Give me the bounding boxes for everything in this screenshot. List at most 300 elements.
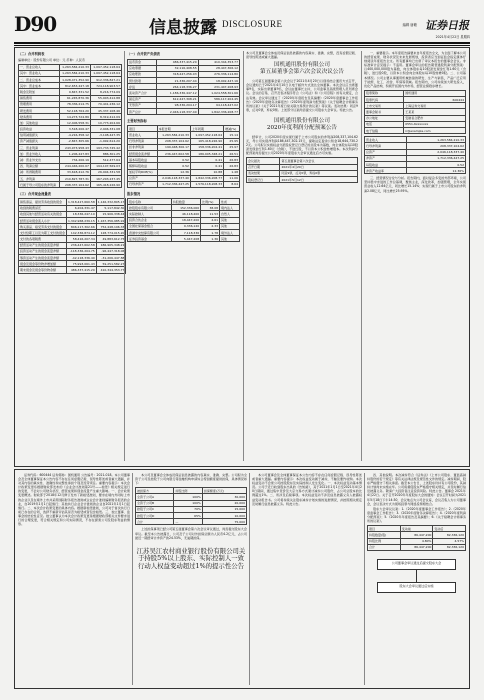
notice-2-company: 国机通用股份有限公司 (274, 117, 330, 124)
table-cell: 208,337,104.62 (406, 143, 465, 149)
table-cell: 加：其他收益 (19, 120, 60, 126)
table-cell: 经营活动现金流入小计 (19, 217, 67, 223)
table-cell: 存货 (128, 84, 157, 90)
table-cell: 82,336,120 (433, 532, 466, 538)
table-cell: 王某某 (404, 109, 466, 115)
table-row (19, 267, 126, 273)
table-cell: 26.83 (224, 163, 240, 169)
table-cell: 12.36% (406, 168, 465, 174)
table-cell: 152,336,000 (171, 205, 200, 211)
table-cell: 合计 (368, 544, 401, 550)
table-row (247, 176, 358, 182)
table-cell: 1,263,584,210.33 (59, 64, 90, 70)
table-cell: 购买商品、接受劳务支付的现金 (19, 224, 67, 230)
table-cell: 4.57% (433, 538, 466, 544)
table-cell: 2021年4月20日 (280, 164, 358, 170)
table-cell: 100% (174, 494, 202, 500)
table-cell: 一、营业总收入 (19, 64, 60, 70)
table-cell: 1,263,584,210.33 (406, 137, 465, 143)
table-cell: 75,993,061.43 (67, 261, 97, 267)
table-cell: 410,344,353.77 (96, 267, 126, 273)
table-cell: 612,447,308.21 (157, 96, 198, 102)
table-cell: 收到其他与经营活动有关的现金 (19, 211, 67, 217)
table-cell: 2,946,331.08 (90, 126, 121, 132)
shareholder-meeting-notice: 四、其他说明。本次减持符合《证券法》《上市公司股东、董监高减持股份的若干规定》等有关法律法规及规范性文件的规定。减持期间，股东严格遵守了相关承诺。截至本公告日，上述股东仍持有公司股份，其减持计划尚未实施完毕。公司将督促股东严格遵守相关规定，并及时履行信息披露义务。敬请广大投资者注意投资风险。特此公告。董事会 2021年4月22日。关于召开2020年年度股东大会的通知：会议召开时间为2021年5月18日下午14:30，会议地点为公司会议室，会议召集人为公司董事会，会议表决方式为现场投票与网络投票相结合。 (367, 473, 466, 506)
table-cell: 45,337,108.46 (90, 107, 121, 113)
table-cell: 总资产 (128, 175, 158, 181)
table-cell: 股票简称 (365, 90, 404, 96)
table-cell: 三、营业利润 (19, 145, 60, 151)
table-cell: 归母净资产 (128, 181, 158, 187)
table-cell: 合计 (136, 519, 174, 525)
table-cell: -1,992,614.20 (90, 138, 121, 144)
column-rule (361, 51, 362, 461)
table-cell: 销售商品、提供劳务收到的现金 (19, 199, 67, 205)
table-cell: 1.48 (224, 169, 240, 175)
table-cell: -3,108,447.35 (90, 132, 121, 138)
table-cell: 194,107,569.03 (90, 163, 121, 169)
meeting-info-table (246, 157, 358, 183)
table-cell: 投资活动产生的现金流量净额 (19, 248, 67, 254)
notice-2-body: 经审计，公司2020年度实现归属于上市公司股东的净利润208,337,104.62元，母公司实现净利润186,447,302.15元，提取法定盈余公积金18,644,730.22元。公司拟以实施权益分派股权登记日登记的总股本为基数，向全体股东每10股派发现金红利1.60元（含税），不送红股，不以资本公积金转增股本。本次利润分配预案尚需提交公司2020年年度股东大会审议通过后方可实施。 (246, 134, 358, 156)
table-row (368, 544, 466, 550)
table-cell: 6,204,331.47 (67, 205, 97, 211)
table-cell: 410,344,353.77 (198, 59, 239, 65)
table-cell: 股权登记日 (247, 176, 280, 182)
table-cell: 7,118,336 (171, 230, 200, 236)
table-cell: 15,906,338.44 (96, 211, 126, 217)
table-cell: 1,097,452,118.64 (90, 70, 121, 76)
balance-sheet-heading: （一）合并资产负债表 (127, 52, 160, 56)
bottom-column-3 (252, 473, 362, 685)
table-cell: 142,336,874.12 (67, 230, 97, 236)
table-cell: 1,842,336,208.77 (198, 109, 239, 115)
table-cell: 应收账款 (128, 71, 157, 77)
table-cell: 2,046,118,337.40 (406, 149, 465, 155)
holding-change-table (367, 525, 466, 551)
table-cell: 1.78 (201, 230, 220, 236)
table-cell: 筹资活动产生的现金流量净额 (19, 255, 67, 261)
table-cell: 15.14 (224, 132, 240, 138)
table-cell: 经营现金流净额 (128, 150, 158, 156)
table-cell: 其中：营业收入 (19, 70, 60, 76)
table-cell: 94,118,447.02 (198, 102, 239, 108)
table-cell: 香港中央结算有限公司 (128, 230, 172, 236)
bottom-column-4 (367, 473, 466, 685)
table-cell: 11.06 (224, 175, 240, 181)
table-cell: 1,842,336,208.77 (190, 175, 223, 181)
table-cell: 基本每股收益 (128, 157, 158, 163)
table-cell: 486,337,415.20 (157, 59, 198, 65)
bottom-column-1 (18, 473, 130, 685)
table-cell: 持股数量(股) (368, 532, 401, 538)
table-cell: 财务费用 (19, 114, 60, 120)
table-cell: 1,263,584,210.33 (157, 132, 190, 138)
column-rule (364, 473, 365, 685)
table-row (128, 236, 240, 242)
notice-1-title (246, 62, 358, 76)
table-cell: 期末现金及现金等价物余额 (19, 267, 67, 273)
notice-1-heading: 第五届董事会第六次会议决议公告 (260, 69, 344, 76)
table-cell: 165,418,226.90 (90, 182, 121, 188)
table-cell: 8,216,774.09 (90, 89, 121, 95)
table-cell: 0.52 (157, 163, 190, 169)
table-cell: -118,336,204.75 (67, 248, 97, 254)
masthead-right (403, 14, 470, 39)
table-cell: 12.36 (157, 169, 190, 175)
table-cell: 5,117,842.30 (96, 205, 126, 211)
table-cell: 净资产收益率 (365, 168, 407, 174)
page-number: D90 (14, 12, 57, 36)
table-cell: 167,203,237.45 (90, 175, 121, 181)
table-cell: 加：营业外收入 (19, 151, 60, 157)
table-cell: 现金及现金等价物净增加额 (19, 261, 67, 267)
table-row (365, 168, 466, 174)
table-cell: 33,618,412.76 (59, 169, 90, 175)
table-cell: 0.52 (157, 157, 190, 163)
table-cell: 应收票据 (128, 65, 157, 71)
table-cell: 46,118,400 (171, 211, 200, 217)
table-cell: 30,000 (202, 494, 246, 500)
table-cell: 14,273,724.89 (59, 114, 90, 120)
table-cell: 支付给职工以及为职工支付的现金 (20, 230, 66, 235)
table-cell: 无形资产 (128, 102, 157, 108)
table-cell: 稀释每股收益 (128, 163, 158, 169)
table-cell: 净资产 (365, 155, 407, 161)
table-cell: 1,167,356,985.91 (97, 218, 125, 223)
table-cell: 实际控制人 (128, 211, 172, 217)
flow-step-meeting: 股东大会审议通过后实施 (377, 582, 456, 593)
table-cell: 55,903,412.88 (90, 95, 121, 101)
table-cell: -42,118,336.40 (67, 255, 97, 261)
table-cell: 26.83 (224, 157, 240, 163)
table-cell: 固定资产 (128, 96, 157, 102)
table-row (365, 127, 466, 133)
table-cell: 11.53 (201, 211, 220, 217)
table-cell: 752,448,196.33 (96, 224, 126, 230)
table-cell: -4,216,358.12 (59, 132, 90, 138)
notice-2-heading: 2020年度利润分配预案公告 (266, 124, 338, 131)
table-cell: 32,116,408.55 (157, 65, 198, 71)
table-cell: 管理费用 (19, 101, 60, 107)
table-cell: 1,576,118,208.33 (190, 181, 223, 187)
section-title: 信息披露 (149, 18, 217, 38)
table-cell: 4.61 (201, 217, 220, 223)
table-cell: 表决结果 (247, 170, 280, 176)
table-cell: 1,206,447.83 (59, 151, 90, 157)
column-rule (132, 473, 133, 685)
table-cell: 912,336,847.21 (90, 76, 121, 82)
table-cell: 会议届次 (247, 158, 280, 164)
operations-discussion: 三、经营情况讨论与分析。报告期内，面对复杂多变的外部环境，公司坚持稳中求进的工作总基调，聚焦主业，深化改革，加强管理，全年实现营业收入12.64亿元，同比增长15.14%；实现归属于上市公司股东的净利润2.08亿元，同比增长25.95%。 (364, 176, 466, 193)
flow-arrow (416, 570, 417, 582)
table-cell: 70% (174, 506, 202, 512)
masthead-rule (14, 42, 470, 44)
table-cell: 8.64 (224, 181, 240, 187)
financial-summary-table (364, 136, 466, 174)
table-cell: 724,118,903.57 (90, 83, 121, 89)
masthead-rule-thin (14, 45, 470, 46)
table-cell: — (174, 519, 202, 525)
table-cell: 控股子公司D (136, 513, 174, 519)
shareholders-table (127, 198, 240, 242)
table-cell: 193,733,745.42 (90, 145, 121, 151)
table-cell: 10,773,204.66 (90, 120, 121, 126)
table-cell: 3,518,206.47 (59, 126, 90, 132)
table-cell: 318,447,256.03 (157, 71, 198, 77)
table-cell: 52,118,764.20 (59, 107, 90, 113)
table-cell: 165,418,226.90 (190, 138, 223, 144)
table-cell: 1,028,471,352.90 (59, 76, 90, 82)
table-cell: 办公地址 (365, 115, 404, 121)
table-cell: 项目 (128, 126, 158, 132)
table-cell: 186,905,348.21 (190, 150, 223, 156)
table-cell: -96,447,318.06 (96, 248, 126, 254)
income-statement-table (18, 64, 122, 189)
table-cell: 264,118,336.27 (157, 84, 198, 90)
table-cell: 0.41 (190, 157, 223, 163)
table-cell: 货币资金 (128, 59, 157, 65)
table-cell: 28,447,306.12 (198, 65, 239, 71)
table-cell: 1,263,584,210.33 (59, 70, 90, 76)
table-cell: 上市交易所 (365, 103, 404, 109)
table-cell: 归属于母公司股东的净利润 (19, 182, 60, 188)
cash-flow-heading: （三）合并现金流量表 (18, 192, 51, 197)
top-notice-block (14, 47, 470, 467)
table-cell: 信用减值损失 (19, 132, 60, 138)
table-row (128, 109, 240, 115)
table-cell: 70,441,236.12 (90, 101, 121, 107)
table-cell: 734,206.19 (59, 157, 90, 163)
column-rule (249, 473, 250, 685)
table-cell: 收到的税费返还 (19, 205, 67, 211)
table-cell: ir@example.com (404, 127, 466, 133)
table-cell: 1,342,968,239.15 (68, 218, 95, 223)
table-cell: 25.95 (224, 138, 240, 144)
meeting-agenda: 股东大会审议议案：1.《2020年度董事会工作报告》；2.《2020年度监事会工作报告》；3.《2020年度财务决算报告》；4.《2020年度利润分配预案》；5.《2020年年度报告及其摘要》；6.《关于续聘会计师事务所的议案》。 (367, 506, 466, 524)
table-cell: 100% (174, 500, 202, 506)
approval-flowchart (367, 553, 466, 599)
table-cell: 每股收益 (365, 161, 407, 167)
equity-change-body: 本公司董事会及全体董事保证本公告内容不存在任何虚假记载、误导性陈述或者重大遗漏。重要内容提示：本次权益变动属于减持，不触及要约收购。本次权益变动不会使公司控股股东及实际控制人发生变化。一、本次权益变动基本情况。公司于近日收到股东出具的《告知函》，其于2021年1月1日至2021年4月20日期间，通过集中竞价及大宗交易方式累计减持公司股份，占公司总股本的比例超过1%。二、所涉及后续事项。本次权益变动不涉及信息披露义务人披露权益变动报告书。公司将持续关注股东减持计划实施的进展情况，并按照相关规定及时履行信息披露义务。特此公告。 (252, 473, 362, 506)
table-cell: 全国社保基金组合 (128, 223, 172, 229)
table-cell: 0.41 (190, 163, 223, 169)
table-cell: 128,774,015.20 (96, 230, 126, 236)
table-cell: 性质 (220, 199, 240, 205)
table-cell: 26.51 (224, 150, 240, 156)
table-cell: 其中：营业成本 (19, 83, 60, 89)
table-cell: 1,186,336,447.12 (157, 90, 198, 96)
table-cell: 1,097,452,118.64 (90, 64, 121, 70)
table-cell: 1,024,558,301.66 (198, 90, 239, 96)
newspaper-brand-logo: 证券日报 (424, 18, 472, 32)
table-cell: 208,337,104.62 (157, 138, 190, 144)
accounting-policy-notice: 证券代码：600444 证券简称：国机通用 公告编号：2021-018。本公司董事会及全体董事保证本公告内容不存在任何虚假记载、误导性陈述或者重大遗漏，并对其内容的真实性、准确性和完整性承担个别及连带责任。重要内容提示：本次会计政策变更系根据财政部发布的《企业会计准则第21号——租赁》相关规定进行的变更，不会对公司财务状况、经营成果和现金流量产生重大影响。一、会计政策变更概述。财政部于2018年12月修订发布了新租赁准则，要求在境内外同时上市的企业以及在境外上市并采用国际财务报告准则或企业会计准则编制财务报表的企业，自2019年1月1日起施行；其他执行企业会计准则的企业自2021年1月1日起施行。二、本次会计政策变更的具体内容。根据新租赁准则，公司对于首次执行日前已存在的合同，选择不重新评估其是否为租赁或者包含租赁。三、独立董事、监事会的结论性意见。独立董事认为本次会计政策变更是根据财政部相关文件要求进行的合理变更，符合相关规定和公司实际情况，不存在损害公司及股东利益的情形。 (18, 473, 131, 527)
table-cell: 9,847,331.52 (59, 89, 90, 95)
table-cell: 比例(%) (201, 199, 220, 205)
table-cell: 78,336,214.75 (59, 101, 90, 107)
table-cell: 9,336,120 (171, 223, 200, 229)
shareholders-heading: 股东情况 (127, 192, 141, 197)
intro-statement: 本公司及董事会全体成员保证信息披露的内容真实、准确、完整，没有虚假记载、误导性陈述或重大遗漏。 (246, 51, 358, 60)
table-cell: 38.08 (201, 205, 220, 211)
table-cell: 586,117,204.45 (198, 96, 239, 102)
table-cell: 512,477.64 (90, 157, 121, 163)
notice-1-body: 公司第五届董事会第六次会议于2021年4月20日以现场结合通讯方式召开，会议通知已于2021年4月10日以电子邮件方式送达全体董事。本次会议应出席董事9名，实际出席董事9名，会议由董事长主持，公司监事及高级管理人员列席会议。会议的召集、召开及表决程序符合《公司法》和《公司章程》的有关规定，合法有效。会议审议通过了《2020年年度报告及其摘要》《2020年度董事会工作报告》《2020年度财务决算报告》《2020年度利润分配预案》《关于续聘会计师事务所的议案》《关于2021年度日常关联交易预计的议案》等议案。表决结果：同意9票，反对0票，弃权0票。上述部分议案尚需提交公司股东大会审议。特此公告。 (246, 79, 358, 112)
table-cell: 第五届董事会第六次会议 (280, 158, 358, 164)
table-cell: 总资产 (365, 149, 407, 155)
table-cell: 1,318,427,660.58 (68, 199, 95, 204)
table-cell: 98,336,204.17 (157, 102, 198, 108)
table-cell: 486,337,415.20 (67, 267, 97, 273)
table-cell: 境外法人 (220, 230, 240, 236)
table-cell: 电话 (365, 121, 404, 127)
income-statement-heading: （二）合并利润表 (18, 52, 45, 56)
column-rule (124, 51, 125, 461)
table-cell: 208,337,104.62 (59, 182, 90, 188)
table-cell: 控股子公司C (136, 506, 174, 512)
table-cell: 75,000 (202, 519, 246, 525)
guarantee-intro: 本公司及董事会全体成员保证信息披露的内容真实、准确、完整。公司拟为全资子公司及控股子公司向银行等金融机构申请综合授信额度提供担保，具体情况如下： (135, 473, 247, 486)
table-row (136, 519, 247, 525)
table-cell: -31,206,447.88 (96, 255, 126, 261)
table-row (128, 181, 240, 187)
table-cell: 研发费用 (19, 107, 60, 113)
table-cell: 5,447,208 (171, 236, 200, 242)
editor-line: 编辑 唐赣 (402, 23, 417, 27)
table-cell: 加权平均ROE(%) (128, 169, 158, 175)
table-cell: 10.88 (190, 169, 223, 175)
table-cell: 20,000 (202, 500, 246, 506)
table-cell: 276,336,114.80 (198, 71, 239, 77)
table-cell: 812,653,447.18 (59, 83, 90, 89)
table-cell: 本报告期 (157, 126, 190, 132)
table-cell: 2.33 (201, 223, 220, 229)
table-cell: 减：营业外支出 (19, 157, 60, 163)
unit-note: 编制单位：股份有限公司 单位：元 币种：人民币 (18, 57, 85, 62)
issue-date: 2021年4月22日 星期四 (435, 35, 470, 39)
table-cell: 四、利润总额 (19, 163, 60, 169)
table-cell: 持股数量 (171, 199, 200, 205)
table-cell: 变动前 (400, 526, 433, 532)
top-column-4 (364, 51, 466, 461)
table-cell: 营业收入 (365, 137, 407, 143)
table-cell: 被担保方 (136, 488, 174, 494)
table-cell: 210,827,787.31 (59, 175, 90, 181)
table-cell: 全资子公司A (136, 494, 174, 500)
table-cell: 2021年5月12日 (280, 176, 358, 182)
table-cell: 4.80% (400, 538, 433, 544)
table-cell: 上海证券交易所 (404, 103, 466, 109)
equity-change-headline: 江苏吴江农村商业银行股份有限公司关于持股5%以上股东、实际控制人一致行动人权益变动超过1%的提示性公告 (136, 546, 246, 570)
table-cell: 846,117,302.66 (67, 224, 97, 230)
masthead (14, 12, 470, 42)
cash-flow-table (18, 198, 126, 273)
table-cell: 18,336,247.10 (67, 211, 97, 217)
table-cell: 项目 (368, 526, 401, 532)
table-cell: 199,448,306.17 (157, 144, 190, 150)
table-cell: 15,000 (202, 506, 246, 512)
key-indicators-heading: 主要财务指标 (127, 119, 147, 124)
table-cell: 股东名称 (128, 199, 172, 205)
table-cell: 8,319,412.09 (90, 114, 121, 120)
table-cell: 0551-6xxxxxxx (404, 121, 466, 127)
table-cell: 其他 (220, 217, 240, 223)
table-cell: 股票代码 (365, 97, 404, 103)
table-cell: 10,000 (202, 513, 246, 519)
key-indicators-table (127, 125, 240, 188)
table-cell: 231,447,208.93 (198, 84, 239, 90)
table-cell: 158,336,204.41 (190, 144, 223, 150)
column-rule (243, 51, 244, 461)
table-cell: 同意9票，反对0票，弃权0票 (280, 170, 358, 176)
guarantee-table (135, 487, 247, 525)
notice-1-company: 国机通用股份有限公司 (274, 62, 330, 69)
table-cell: 244,446,200.07 (59, 163, 90, 169)
table-cell: 扣非净利润 (128, 144, 158, 150)
table-cell: 流动资产合计 (128, 90, 157, 96)
company-profile-table (364, 90, 466, 134)
table-cell: 五、净利润 (19, 175, 60, 181)
table-cell: 电子信箱 (365, 127, 404, 133)
table-cell: 归母净利润 (128, 138, 158, 144)
table-cell: 12,406,558.31 (59, 120, 90, 126)
table-cell: 经营活动产生的现金流量净额 (19, 242, 67, 248)
table-cell: 安徽省合肥市 (404, 115, 466, 121)
table-cell: 61,245,870.36 (59, 95, 90, 101)
table-cell: 21,336,207.44 (157, 78, 198, 84)
table-cell: 18,447,200 (171, 217, 200, 223)
table-cell: 税金及附加 (19, 89, 60, 95)
table-cell: 控股股东有限公司 (128, 205, 172, 211)
table-cell: 投资收益 (19, 126, 60, 132)
balance-sheet-table (127, 59, 240, 116)
table-cell: 境内法人 (220, 205, 240, 211)
table-cell: 2,046,118,337.40 (157, 175, 190, 181)
table-cell: 支付的各项税费 (19, 236, 67, 242)
table-cell: 86,447,200 (400, 532, 433, 538)
table-cell: 销售费用 (19, 95, 60, 101)
guarantee-body: 上述担保事项已经公司第五届董事会第六次会议审议通过，尚需提交股东大会审议。截至本公告披露日，公司及子公司对外担保总额为人民币4.2亿元，占公司最近一期经审计净资产的24.53%，无逾期担保。 (135, 527, 247, 540)
table-cell: 减：所得税费用 (19, 169, 60, 175)
table-cell: 担保额度(万元) (202, 488, 246, 494)
table-cell: 59,251,582.27 (96, 261, 126, 267)
table-cell: 65% (174, 513, 202, 519)
flow-step-board: 公司董事会审议通过后提交股东大会 (377, 559, 456, 570)
table-cell: 243,973,958.43 (59, 145, 90, 151)
table-cell: 预付款项 (128, 78, 157, 84)
table-cell: 1,146,332,805.17 (97, 199, 125, 204)
table-cell: 营业收入 (128, 132, 158, 138)
table-row (19, 182, 122, 188)
top-column-1 (18, 51, 125, 461)
table-cell: -2,847,305.66 (59, 138, 90, 144)
table-cell: 2,046,118,337.40 (157, 109, 198, 115)
table-cell: 自然人 (220, 211, 240, 217)
table-cell: 26,904,331.58 (90, 169, 121, 175)
table-cell: 1,712,336,447.25 (157, 181, 190, 187)
table-cell: 886,301.25 (90, 151, 121, 157)
table-cell: 上年同期 (190, 126, 223, 132)
table-cell: 二、营业总成本 (19, 76, 60, 82)
table-cell: 25.97 (224, 144, 240, 150)
table-cell: 186,905,348.21 (96, 242, 126, 248)
table-cell: 全资子公司B (136, 500, 174, 506)
top-column-2 (127, 51, 240, 461)
table-cell: 82,336,120 (433, 544, 466, 550)
table-cell: 其他 (220, 223, 240, 229)
table-cell: 增减(%) (224, 126, 240, 132)
